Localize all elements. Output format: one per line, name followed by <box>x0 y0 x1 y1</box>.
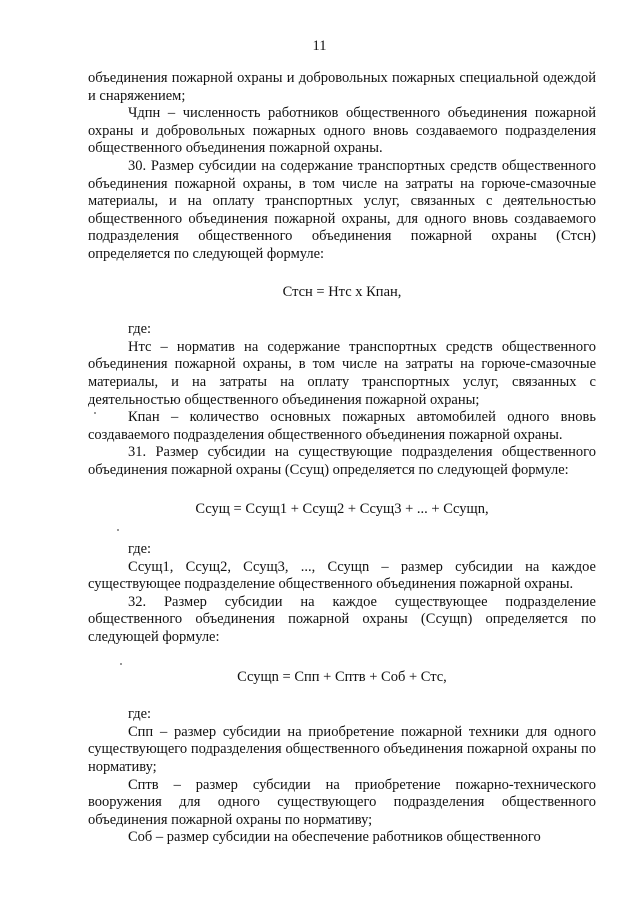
where-label: где: <box>128 706 152 723</box>
scan-speck <box>117 529 119 531</box>
definition-chdpn: Чдпн – численность работников общественного объединения пожарной охраны и добровольных пожарных одного вновь создаваемого подразделения общественного объединения пожарной охраны. <box>88 105 596 157</box>
page-number: 11 <box>312 38 327 54</box>
formula-stsn: Стсн = Нтс х Кпан, <box>282 283 402 300</box>
clause-31: 31. Размер субсидии на существующие подразделения общественного объединения пожарной охраны (Ссущ) определяется по следующей формуле: <box>88 444 596 478</box>
scan-speck <box>94 412 96 414</box>
formula-ssushch: Ссущ = Ссущ1 + Ссущ2 + Ссущ3 + ... + Ссущn, <box>195 501 489 518</box>
where-label: где: <box>128 541 152 558</box>
definition-spp: Спп – размер субсидии на приобретение пожарной техники для одного существующего подразделения общественного объединения пожарной охраны по нормативу; <box>88 723 596 775</box>
definition-sptv: Сптв – размер субсидии на приобретение пожарно-технического вооружения для одного существующего подразделения общественного объединения пожарной охраны по нормативу; <box>88 776 596 828</box>
definition-kpan: Кпан – количество основных пожарных автомобилей одного вновь создаваемого подразделения общественного объединения пожарной охраны. <box>88 409 596 443</box>
definition-ssushch-list: Ссущ1, Ссущ2, Ссущ3, ..., Ссущn – размер субсидии на каждое существующее подразделение общественного объединения пожарной охраны. <box>88 558 596 593</box>
definition-nts: Нтс – норматив на содержание транспортных средств общественного объединения пожарной охраны, в том числе на затраты на горюче-смазочные материалы, и на затраты на оплату транспортных услуг, связанных с деятельностью общественного объединения пожарной охраны; <box>88 338 596 408</box>
formula-ssushch-n: Ссущn = Спп + Сптв + Соб + Стс, <box>237 668 447 685</box>
document-body <box>88 70 596 847</box>
clause-32: 32. Размер субсидии на каждое существующее подразделение общественного объединения пожарной охраны (Ссущn) определяется по следующей формуле: <box>88 593 596 646</box>
clause-30: 30. Размер субсидии на содержание транспортных средств общественного объединения пожарной охраны, в том числе на затраты на горюче-смазочные материалы, и на оплату транспортных услуг, связанных с деятельностью общественного объединения пожарной охраны, для одного вновь создаваемого подразделения общественного объединения пожарной охраны (Стсн) определяется по следующей формуле: <box>88 157 596 262</box>
paragraph-continuation: объединения пожарной охраны и добровольных пожарных специальной одеждой и снаряжением; <box>88 70 596 104</box>
where-label: где: <box>128 321 152 338</box>
definition-sob: Соб – размер субсидии на обеспечение работников общественного <box>128 829 541 846</box>
scan-speck <box>120 663 122 665</box>
